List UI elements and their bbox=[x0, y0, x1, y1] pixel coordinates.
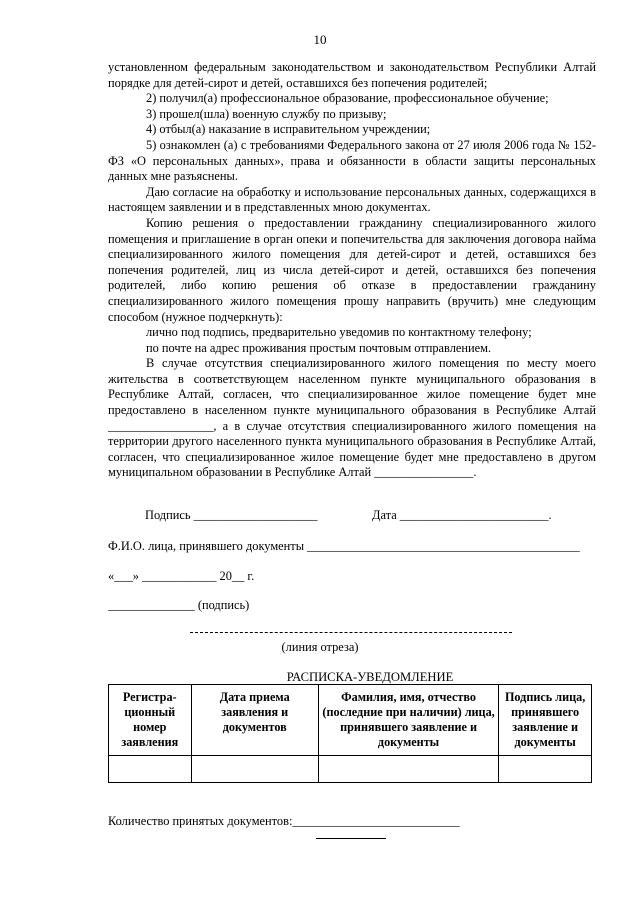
paragraph: 2) получил(а) профессиональное образование, профессиональное обучение; bbox=[146, 91, 549, 106]
table-header: Регистра-ционный номер заявления bbox=[109, 685, 192, 756]
date-field: Дата ________________________. bbox=[372, 508, 552, 522]
cut-line bbox=[190, 632, 512, 633]
table-header: Фамилия, имя, отчество (последние при наличии) лица, принявшего заявление и документы bbox=[318, 685, 498, 756]
table-header: Дата приема заявления и документов bbox=[191, 685, 318, 756]
signature-field: Подпись ____________________ bbox=[145, 508, 318, 522]
document-body bbox=[108, 60, 596, 481]
page-number: 10 bbox=[313, 32, 327, 47]
table-header-row bbox=[109, 685, 592, 756]
date-line: «___» ____________ 20__ г. bbox=[108, 569, 255, 583]
table-cell bbox=[191, 756, 318, 783]
paragraph: Даю согласие на обработку и использование персональных данных, содержащихся в настоящем заявлении и в представленных мною документах. bbox=[108, 184, 596, 215]
paragraph: по почте на адрес проживания простым почтовым отправлением. bbox=[146, 340, 492, 355]
paragraph: 5) ознакомлен (а) с требованиями Федерального закона от 27 июля 2006 года № 152-ФЗ «О персональных данных», права и обязанности в области защиты персональных данных мне разъяснены. bbox=[108, 137, 596, 184]
paragraph: установленном федеральным законодательством и законодательством Республики Алтай порядке для детей-сирот и детей, оставшихся без попечения родителей; bbox=[108, 60, 596, 90]
paragraph: лично под подпись, предварительно уведомив по контактному телефону; bbox=[146, 325, 532, 340]
paragraph: 4) отбыл(а) наказание в исправительном учреждении; bbox=[146, 122, 431, 137]
table-row bbox=[109, 756, 592, 783]
table-cell bbox=[318, 756, 498, 783]
receipt-table bbox=[108, 684, 592, 783]
receiver-name-field: Ф.И.О. лица, принявшего документы ____________________________________________ bbox=[108, 539, 580, 553]
paragraph: 3) прошел(шла) военную службу по призыву; bbox=[146, 106, 387, 121]
documents-count: Количество принятых документов:___________________________ bbox=[108, 814, 460, 828]
receipt-title: РАСПИСКА-УВЕДОМЛЕНИЕ bbox=[286, 670, 454, 684]
paragraph: Копию решения о предоставлении гражданину специализированного жилого помещения и приглашение в орган опеки и попечительства для заключения договора найма специализированного жилого помещения для детей-сирот и детей, оставшихся без попечения родителей, лиц из числа детей-сирот и детей, оставшихся без попечения родителей, либо копию решения об отказе в предоставлении гражданину специализированного жилого помещения прошу направить (вручить) мне следующим способом (нужное подчеркнуть): bbox=[108, 215, 596, 324]
paragraph: В случае отсутствия специализированного жилого помещения по месту моего жительства в соответствующем населенном пункте муниципального образования в Республике Алтай, согласен, что специализированное жилое помещение будет мне предоставлено в населенном пункте муниципального образования в Республике Алтай _________________, а в случае отсутствия специализированного жилого помещения на территории другого населенного пункта муниципального образования в Республике Алтай, согласен, что специализированное жилое помещение будет мне предоставлено в другом муниципальном образовании в Республике Алтай ________________. bbox=[108, 356, 596, 480]
table-header: Подпись лица, принявшего заявление и документы bbox=[499, 685, 592, 756]
table-cell bbox=[499, 756, 592, 783]
end-divider bbox=[316, 838, 386, 839]
signature-line: ______________ (подпись) bbox=[108, 598, 250, 612]
cut-line-label: (линия отреза) bbox=[281, 640, 359, 654]
table-cell bbox=[109, 756, 192, 783]
